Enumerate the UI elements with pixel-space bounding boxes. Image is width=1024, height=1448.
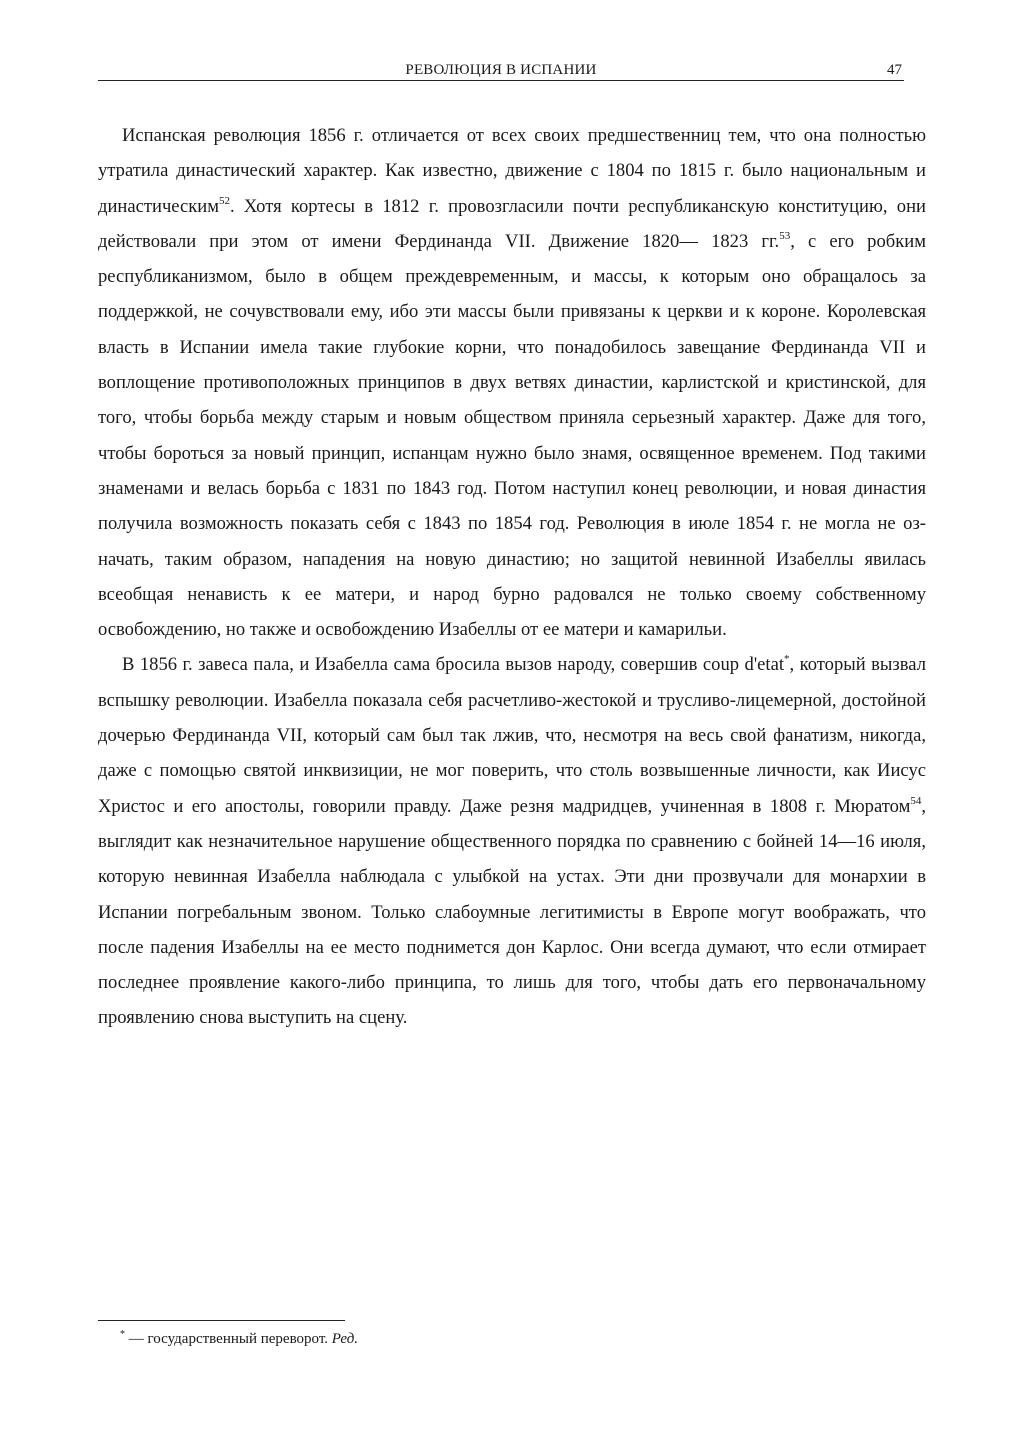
paragraph-2 xyxy=(98,647,926,1035)
note-ref-53: 53 xyxy=(779,229,791,242)
running-header xyxy=(98,60,904,81)
paragraph-text: Испанская революция 1856 г. отличается от всех своих предшественниц тем, что она полностью утратила династический характер. Как известно, движение с 1804 по 1815 г. было национальным и династическим xyxy=(98,125,926,217)
footnote-divider xyxy=(98,1320,345,1321)
main-text xyxy=(98,118,926,1036)
footnote xyxy=(120,1328,358,1350)
paragraph-text: , выглядит как незначительное нарушение общественного порядка по сравнению с бойней 14—16 июля, которую невинная Изабелла наблюдала с улыбкой на устах. Эти дни прозвучали для монархии в Испании погребальным звоном. Только слабоумные легитимисты в Европе могут воображать, что после падения Изабеллы на ее место поднимется дон Карлос. Они всегда думают, что если отмирает последнее проявление какого-либо принципа, то лишь для того, чтобы дать его первоначальному проявлению снова выступить на сцену. xyxy=(98,795,926,1029)
footnote-editor: Ред. xyxy=(331,1331,359,1347)
footnote-text: — государственный переворот. xyxy=(125,1331,332,1347)
footnote-ref-asterisk: * xyxy=(784,653,790,666)
paragraph-text: , с его робким республиканизмом, было в общем преждевременным, и массы, к которым оно обращалось за поддержкой, не сочувствовали ему, ибо эти массы были привязаны к церкви и к короне. Королевская власть в Испании имела такие глубокие корни, что понадобилось завещание Фердинанда VII и воплощение противоположных принципов в двух ветвях династии, карлистской и кристинской, для того, чтобы борьба между старым и новым обществом приняла серьезный характер. Даже для того, чтобы бороться за новый принцип, испанцам нужно было знамя, освященное временем. Под такими знаменами и велась борьба с 1831 по 1843 год. Потом наступил конец революции, и новая династия получила возможность показать себя с 1843 по 1854 год. Революция в июле 1854 г. не могла не означать, таким образом, нападения на новую династию; но защитой невинной Изабеллы явилась всеобщая ненависть к ее матери, и народ бурно радовался не только своему собственному освобождению, но также и освобождению Изабеллы от ее матери и камарильи. xyxy=(98,230,926,641)
page-number: 47 xyxy=(887,62,902,78)
paragraph-text: , который вызвал вспышку революции. Изабелла показала себя расчетливо-жестокой и трусливо-лицемерной, достойной дочерью Фердинанда VII, который сам был так лжив, что, несмотря на весь свой фанатизм, никогда, даже с помощью святой инквизиции, не мог поверить, что столь возвышенные личности, как Иисус Христос и его апостолы, говорили правду. Даже резня мадридцев, учиненная в 1808 г. Мюратом xyxy=(98,654,926,817)
note-ref-52: 52 xyxy=(219,194,231,207)
paragraph-text: В 1856 г. завеса пала, и Изабелла сама бросила вызов народу, совершив coup d'etat xyxy=(122,654,785,676)
paragraph-1 xyxy=(98,118,926,647)
running-title: РЕВОЛЮЦИЯ В ИСПАНИИ xyxy=(405,62,597,78)
paragraph-text: . Хотя кортесы в 1812 г. провозгласили почти республиканскую конституцию, они действовали при этом от имени Фердинанда VII. Движение 1820— 1823 гг. xyxy=(98,195,926,252)
footnote-mark: * xyxy=(120,1329,125,1340)
note-ref-54: 54 xyxy=(910,794,922,807)
